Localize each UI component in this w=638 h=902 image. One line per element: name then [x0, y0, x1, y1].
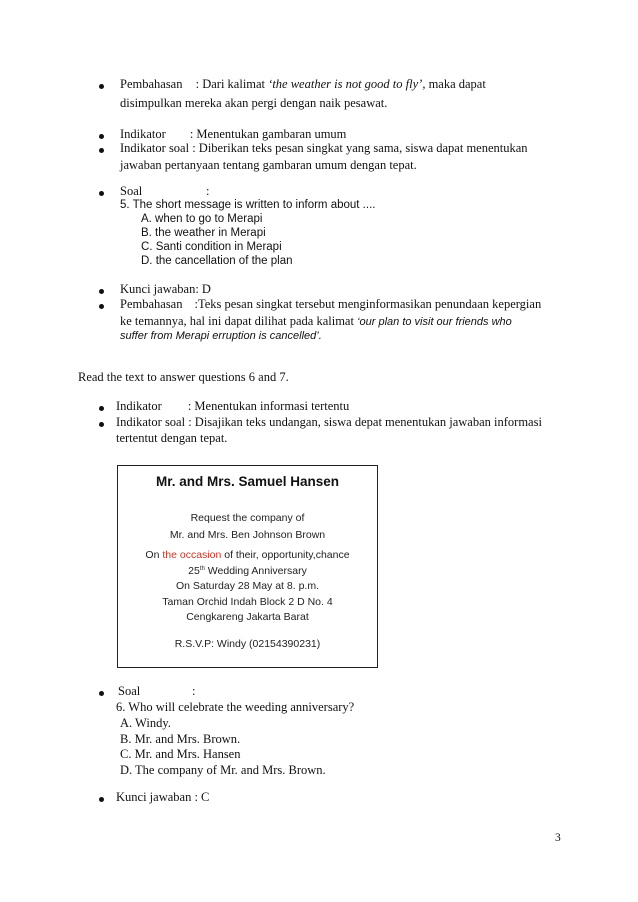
- indikator-line: [116, 399, 349, 414]
- soal-label: Soal: [120, 184, 143, 198]
- invitation-address1: Taman Orchid Indah Block 2 D No. 4: [162, 596, 333, 608]
- indikator-soal-line1: Indikator soal : Diberikan teks pesan singkat yang sama, siswa dapat menentukan: [120, 141, 528, 155]
- pembahasan-q5-line2: [120, 314, 512, 329]
- pembahasan-text: ke temannya, hal ini dapat dilihat pada kalimat: [120, 314, 354, 328]
- bullet: [99, 84, 104, 89]
- indikator-label: Indikator: [120, 127, 166, 141]
- bullet: [99, 406, 104, 411]
- pembahasan-rest: , maka dapat: [422, 77, 486, 91]
- bullet: [99, 691, 104, 696]
- option-a: A. when to go to Merapi: [141, 213, 263, 225]
- pembahasan-q5-line3: suffer from Merapi erruption is cancelled’.: [120, 330, 322, 342]
- invitation-request: Request the company of: [190, 512, 305, 524]
- read-instruction: Read the text to answer questions 6 and 7.: [78, 370, 289, 384]
- invitation-address2: Cengkareng Jakarta Barat: [186, 611, 309, 623]
- bullet: [99, 304, 104, 309]
- anniversary-suffix: th: [199, 566, 205, 572]
- pembahasan-line2: disimpulkan mereka akan pergi dengan naik pesawat.: [120, 96, 388, 110]
- option-a: A. Windy.: [120, 716, 171, 730]
- pembahasan-quote: ‘the weather is not good to fly’: [268, 77, 423, 91]
- kunci-jawaban: Kunci jawaban : C: [116, 790, 210, 804]
- page-number: 3: [555, 832, 561, 844]
- option-c: C. Mr. and Mrs. Hansen: [120, 747, 241, 761]
- pembahasan-quote: ‘our plan to visit our friends who: [357, 316, 512, 328]
- invitation-date: On Saturday 28 May at 8. p.m.: [176, 580, 319, 592]
- option-b: B. the weather in Merapi: [141, 227, 266, 239]
- indikator-soal-line2: tertentut dengan tepat.: [116, 431, 228, 445]
- pembahasan-line: [120, 77, 486, 92]
- question-5: 5. The short message is written to inform about ....: [120, 199, 376, 211]
- option-c: C. Santi condition in Merapi: [141, 241, 282, 253]
- invitation-card: [117, 465, 378, 668]
- invitation-guest: Mr. and Mrs. Ben Johnson Brown: [169, 529, 326, 541]
- kunci-jawaban: Kunci jawaban: D: [120, 282, 211, 296]
- anniversary-text: Wedding Anniversary: [204, 565, 307, 577]
- invitation-rsvp: R.S.V.P: Windy (02154390231): [174, 638, 321, 650]
- pembahasan-text: :Teks pesan singkat tersebut menginformasikan penundaan kepergian: [194, 297, 542, 311]
- pembahasan-q5-line1: [120, 297, 541, 312]
- option-d: D. The company of Mr. and Mrs. Brown.: [120, 763, 326, 777]
- occasion-highlight: the occasion: [162, 549, 222, 561]
- bullet: [99, 134, 104, 139]
- invitation-occasion: [118, 549, 377, 561]
- pembahasan-label: Pembahasan: [120, 77, 183, 91]
- indikator-soal-line2: jawaban pertanyaan tentang gambaran umum dengan tepat.: [120, 158, 417, 172]
- occasion-pre: On: [145, 549, 163, 561]
- option-b: B. Mr. and Mrs. Brown.: [120, 732, 241, 746]
- occasion-post: of their, opportunity,chance: [221, 549, 350, 561]
- indikator-soal-line1: Indikator soal : Disajikan teks undangan, siswa depat menentukan jawaban informasi: [116, 415, 542, 429]
- soal-colon: :: [192, 684, 196, 698]
- pembahasan-sep: : Dari kalimat: [195, 77, 266, 91]
- bullet: [99, 289, 104, 294]
- invitation-title: Mr. and Mrs. Samuel Hansen: [155, 474, 340, 489]
- bullet: [99, 797, 104, 802]
- bullet: [99, 422, 104, 427]
- indikator-text: : Menentukan gambaran umum: [189, 127, 347, 141]
- soal-line: [118, 684, 140, 699]
- bullet: [99, 191, 104, 196]
- indikator-text: : Menentukan informasi tertentu: [187, 399, 350, 413]
- question-6: 6. Who will celebrate the weeding anniversary?: [116, 700, 355, 714]
- option-d: D. the cancellation of the plan: [141, 255, 293, 267]
- soal-line: [120, 184, 142, 199]
- soal-colon: :: [206, 184, 210, 198]
- indikator-line: [120, 127, 346, 142]
- pembahasan-label: Pembahasan: [120, 297, 183, 311]
- indikator-label: Indikator: [116, 399, 162, 413]
- soal-label: Soal: [118, 684, 141, 698]
- invitation-anniversary: [118, 565, 377, 577]
- bullet: [99, 148, 104, 153]
- anniversary-number: 25: [188, 565, 200, 577]
